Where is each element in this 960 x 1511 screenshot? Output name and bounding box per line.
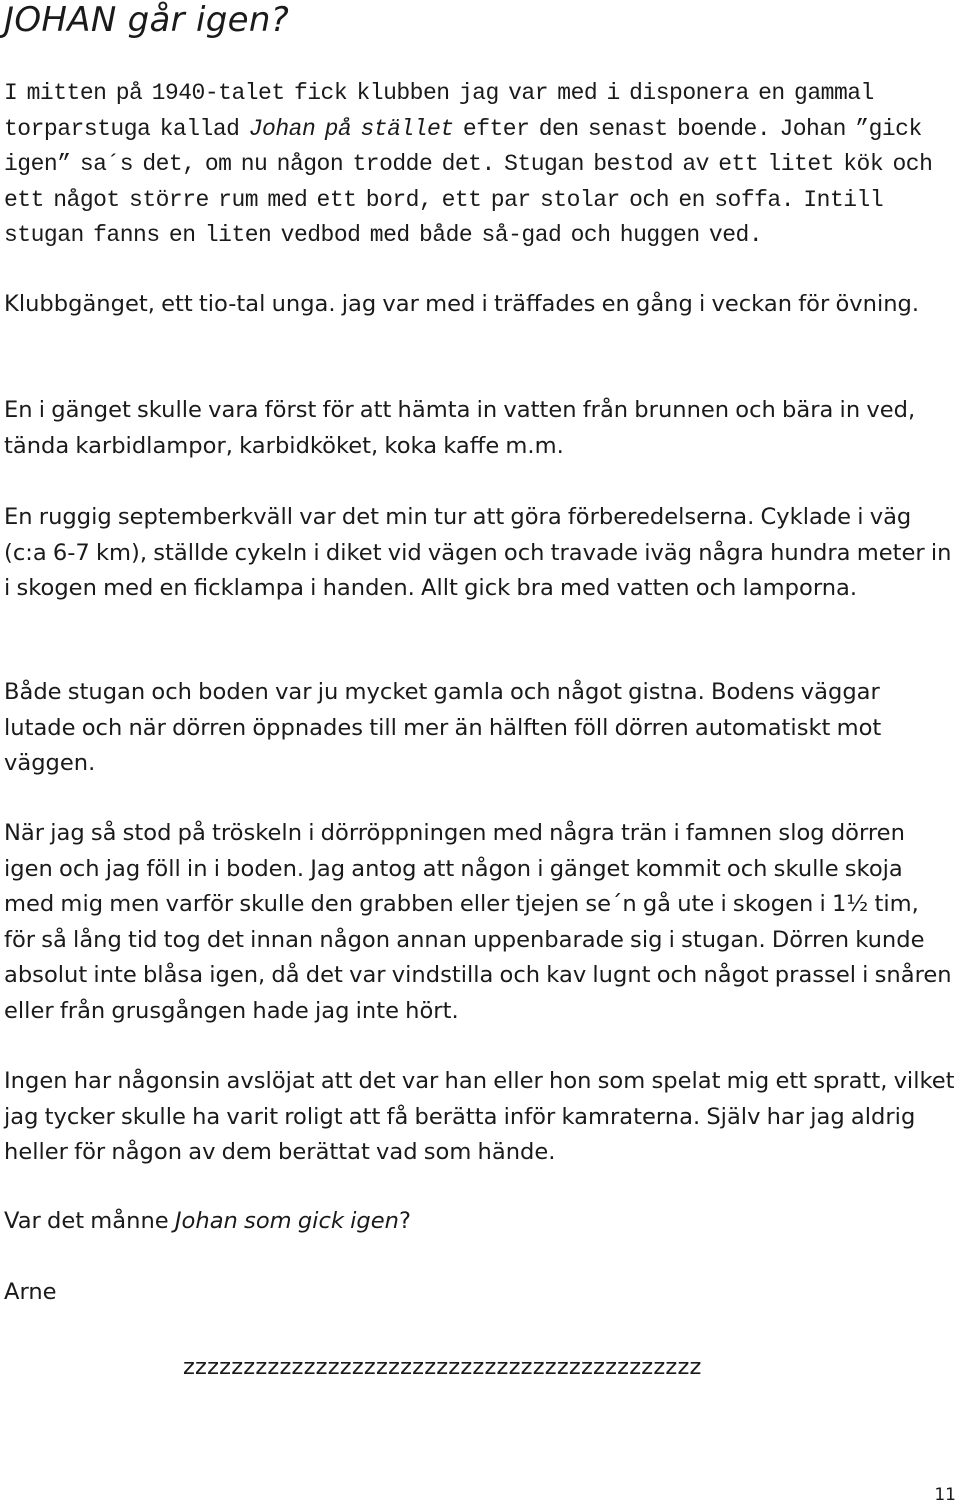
paragraph-club: Klubbgänget, ett tio-tal unga. jag var med i träffades en gång i veckan för övning.	[4, 291, 920, 317]
document-title: JOHAN går igen?	[4, 0, 290, 40]
paragraph-question	[4, 1204, 956, 1240]
paragraph-never-revealed: Ingen har någonsin avslöjat att det var han eller hon som spelat mig ett spratt, vilket jag tycker skulle ha varit roligt att få berätta inför kamraterna. Själv har jag aldrig heller för någon av dem berättat vad som hände.	[4, 1068, 955, 1165]
paragraph-september-evening: En ruggig septemberkväll var det min tur att göra förberedelserna. Cyklade i väg (c:a 6-7 km), ställde cykeln i diket vid vägen och travade iväg några hundra meter in i skogen med en ficklampa i handen. Allt gick bra med vatten och lamporna.	[4, 504, 952, 601]
paragraph-chores: En i gänget skulle vara först för att hämta in vatten från brunnen och bära in ved, tända karbidlampor, karbidköket, koka kaffe m.m.	[4, 397, 916, 459]
signature: Arne	[4, 1279, 57, 1305]
paragraph-intro-text-1: I mitten på 1940-talet fick klubben jag var med i disponera en gammal torparstuga kallad	[4, 80, 874, 142]
paragraph-intro-italic: Johan på stället	[248, 115, 454, 142]
paragraph-question-italic: Johan som gick igen	[174, 1208, 399, 1234]
page-number: 11	[934, 1485, 956, 1505]
separator-line: zzzzzzzzzzzzzzzzzzzzzzzzzzzzzzzzzzzzzzzzzzz	[183, 1354, 702, 1380]
paragraph-question-text-2: ?	[398, 1208, 411, 1234]
paragraph-intro	[4, 76, 956, 254]
paragraph-intro-text-2: efter den senast boende. Johan ”gick igen” sa´s det, om nu någon trodde det. Stugan bestod av ett litet kök och ett något större rum med ett bord, ett par stolar och en soffa. Intill stugan fanns en liten vedbod med både så-gad och huggen ved.	[4, 115, 933, 248]
paragraph-old-buildings: Både stugan och boden var ju mycket gamla och något gistna. Bodens väggar lutade och när dörren öppnades till mer än hälften föll dörren automatiskt mot väggen.	[4, 679, 882, 776]
paragraph-door-event: När jag så stod på tröskeln i dörröppningen med några trän i famnen slog dörren igen och jag föll in i boden. Jag antog att någon i gänget kommit och skulle skoja med mig men varför skulle den grabben eller tjejen se´n gå ute i skogen i 1½ tim, för så lång tid tog det innan någon annan uppenbarade sig i stugan. Dörren kunde absolut inte blåsa igen, då det var vindstilla och kav lugnt och något prassel i snåren eller från grusgången hade jag inte hört.	[4, 820, 952, 1024]
paragraph-question-text-1: Var det månne	[4, 1208, 175, 1234]
